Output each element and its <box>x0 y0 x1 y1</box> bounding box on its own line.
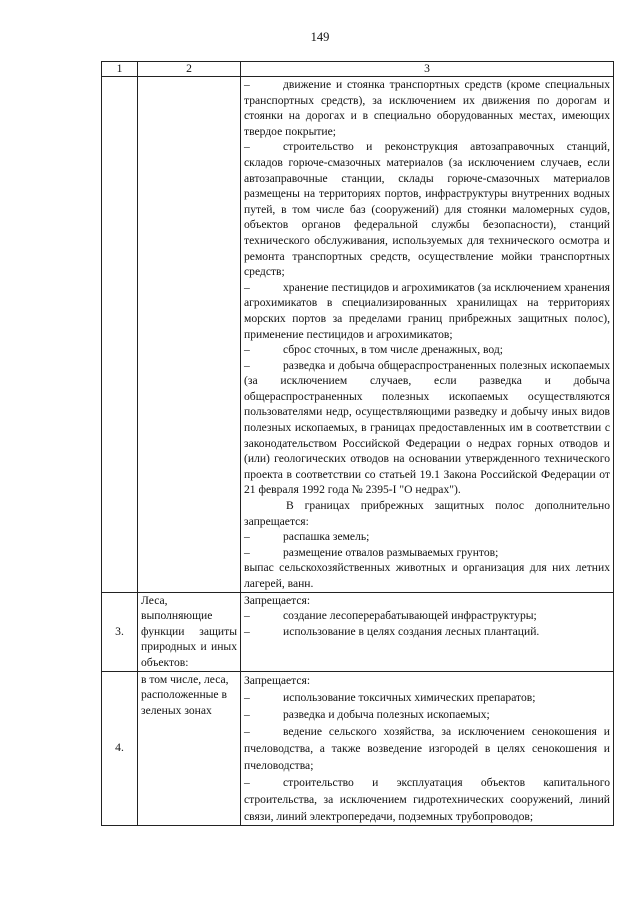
row-forest-name: в том числе, леса, расположенные в зеленых зонах <box>138 671 241 825</box>
list-item: – строительство и эксплуатация объектов капитального строительства, за исключением гидротехнических сооружений, линий связи, линий электропередачи, подземных трубопроводов; <box>244 775 610 823</box>
list-item: – создание лесоперерабатывающей инфраструктуры; <box>244 609 537 623</box>
list-item: – разведка и добыча общераспространенных полезных ископаемых (за исключением случаев, если разведка и добыча общераспространенных полезных ископаемых осуществляются пользователями недр, осуществляющими разведку и добычу иных видов полезных ископаемых, в границах предоставленных им в соответствии с законодательством Российской Федерации о недрах горных отводов и (или) геологических отводов на основании утвержденного технического проекта в соответствии со статьей 19.1 Закона Российской Федерации от 21 февраля 1992 года № 2395-I "О недрах"). <box>244 358 610 497</box>
lead-text: Запрещается: <box>244 593 311 607</box>
list-item: – хранение пестицидов и агрохимикатов (за исключением хранения агрохимикатов в специализированных хранилищах на территориях морских портов за пределами границ прибрежных защитных полос), применение пестицидов и агрохимикатов; <box>244 280 610 341</box>
row-restrictions <box>241 77 614 593</box>
row-number <box>102 77 138 593</box>
row-restrictions <box>241 592 614 671</box>
header-col-1: 1 <box>102 62 138 77</box>
row-forest-name <box>138 77 241 593</box>
list-item: – ведение сельского хозяйства, за исключением сенокошения и пчеловодства, а также возведение изгородей в целях сенокошения и пчеловодства; <box>244 724 610 772</box>
list-item: – использование в целях создания лесных плантаций. <box>244 624 540 638</box>
lead-text: Запрещается: <box>244 673 311 687</box>
table-row <box>102 671 614 825</box>
list-item: – использование токсичных химических препаратов; <box>244 690 536 704</box>
row-forest-name: Леса, выполняющие функции защиты природных и иных объектов: <box>138 592 241 671</box>
list-item: – размещение отвалов размываемых грунтов; <box>244 545 499 559</box>
list-item: – движение и стоянка транспортных средств (кроме специальных транспортных средств), за исключением их движения по дорогам и стоянки на дорогах и в специально оборудованных местах, имеющих твердое покрытие; <box>244 78 610 138</box>
page-number: 149 <box>310 30 330 44</box>
table-row <box>102 77 614 593</box>
restrictions-table <box>101 61 614 826</box>
header-col-2: 2 <box>138 62 241 77</box>
list-item: – разведка и добыча полезных ископаемых; <box>244 707 490 721</box>
row-number: 3. <box>102 592 138 671</box>
row-restrictions <box>241 671 614 825</box>
header-col-3: 3 <box>241 62 614 77</box>
row-number: 4. <box>102 671 138 825</box>
last-line: выпас сельскохозяйственных животных и организация для них летних лагерей, ванн. <box>244 561 610 590</box>
table-header-row <box>102 62 614 77</box>
list-item: – строительство и реконструкция автозаправочных станций, складов горюче-смазочных материалов (за исключением случаев, если автозаправочные станции, склады горюче-смазочных материалов размещены на территориях портов, инфраструктуры внутренних водных путей, в том числе баз (сооружений) для стоянки маломерных судов, объектов органов федеральной службы безопасности), станций технического обслуживания, используемых для технического осмотра и ремонта транспортных средств, осуществление мойки транспортных средств; <box>244 140 610 279</box>
table-row <box>102 592 614 671</box>
list-item: – распашка земель; <box>244 530 370 544</box>
coastal-intro: В границах прибрежных защитных полос дополнительно запрещается: <box>244 499 610 528</box>
list-item: – сброс сточных, в том числе дренажных, вод; <box>244 343 503 357</box>
